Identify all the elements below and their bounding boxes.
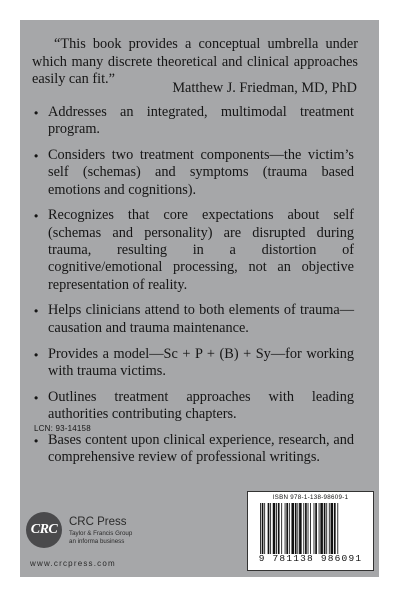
list-item bbox=[34, 207, 354, 293]
barcode-digits: 9 781138 986091 bbox=[258, 553, 363, 564]
list-item-text: Considers two treatment components—the victim’s self (schemas) and symptoms (trauma based emotions and cognitions). bbox=[48, 147, 354, 198]
feature-list bbox=[34, 104, 354, 475]
list-item-text: Addresses an integrated, multimodal treatment program. bbox=[48, 104, 354, 138]
isbn-barcode bbox=[247, 491, 374, 571]
lcn-number: LCN: 93-14158 bbox=[34, 424, 91, 433]
publisher-website: www.crcpress.com bbox=[30, 559, 116, 568]
bullet-icon: • bbox=[34, 106, 39, 120]
list-item bbox=[34, 432, 354, 467]
bullet-icon: • bbox=[34, 209, 39, 224]
bullet-icon: • bbox=[34, 149, 39, 164]
crc-seal-icon bbox=[26, 512, 62, 548]
list-item-text: Recognizes that core expectations about self (schemas and personality) are disrupted during trauma, resulting in a distortion of cognitive/emotional processing, not an objective representation of reality. bbox=[48, 207, 354, 293]
list-item-text: Bases content upon clinical experience, research, and comprehensive review of professional writings. bbox=[48, 431, 354, 466]
bullet-icon: • bbox=[34, 347, 39, 362]
list-item-text: Provides a model—Sc + P + (B) + Sy—for working with trauma victims. bbox=[48, 345, 354, 379]
quote-attribution: Matthew J. Friedman, MD, PhD bbox=[172, 80, 357, 96]
list-item bbox=[34, 389, 354, 424]
list-item-text: Helps clinicians attend to both elements of trauma—causation and trauma maintenance. bbox=[48, 302, 354, 336]
bullet-icon: • bbox=[34, 433, 39, 448]
publisher-business: an informa business bbox=[69, 538, 125, 545]
list-item bbox=[34, 302, 354, 337]
publisher-group: Taylor & Francis Group bbox=[69, 530, 133, 537]
bullet-icon: • bbox=[34, 390, 39, 405]
seal-text: CRC bbox=[30, 522, 58, 537]
list-item bbox=[34, 346, 354, 381]
bullet-icon: • bbox=[34, 304, 39, 319]
list-item bbox=[34, 104, 354, 139]
barcode-bars-icon bbox=[260, 503, 361, 554]
list-item-text: Outlines treatment approaches with leading authorities contributing chapters. bbox=[48, 388, 354, 422]
endorsement-quote: “This book provides a conceptual umbrella under which many discrete theoretical and clinical approaches easily can fit.” bbox=[32, 36, 358, 87]
publisher-name: CRC Press bbox=[69, 516, 127, 528]
isbn-text: ISBN 978-1-138-98609-1 bbox=[272, 494, 349, 501]
list-item bbox=[34, 147, 354, 199]
